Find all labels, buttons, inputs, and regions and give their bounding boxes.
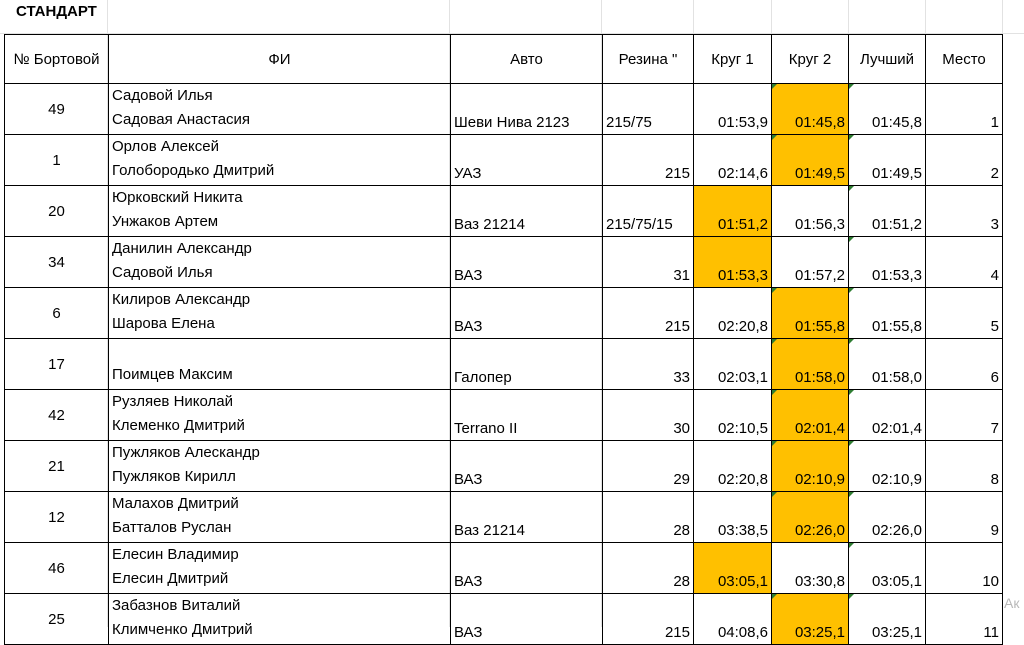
cell-place[interactable]: 6 [926,339,1003,390]
driver-name: Забазнов Виталий [112,597,241,614]
table-row [5,237,1003,288]
header-board[interactable]: № Бортовой [5,35,109,84]
cell-tire[interactable]: 31 [603,237,694,288]
cell-car[interactable]: Галопер [451,339,603,390]
cell-board[interactable]: 34 [5,237,109,288]
driver-name [112,339,447,363]
cell-tire[interactable]: 215/75 [603,84,694,135]
cell-car[interactable]: ВАЗ [451,237,603,288]
cell-tire[interactable]: 28 [603,543,694,594]
header-lap1[interactable]: Круг 1 [694,35,772,84]
driver-name: Малахов Дмитрий [112,495,239,512]
header-place[interactable]: Место [926,35,1003,84]
header-tire[interactable]: Резина " [603,35,694,84]
cell-car[interactable]: ВАЗ [451,543,603,594]
cell-lap1[interactable]: 04:08,6 [694,594,772,645]
header-lap2[interactable]: Круг 2 [772,35,849,84]
codriver-name: Шарова Елена [112,315,215,332]
cell-board[interactable]: 17 [5,339,109,390]
cell-name[interactable] [109,237,451,288]
driver-name: Пужляков Алескандр [112,444,260,461]
cell-board[interactable]: 25 [5,594,109,645]
cell-lap2[interactable]: 01:55,8 [772,288,849,339]
cell-name[interactable] [109,288,451,339]
cell-name[interactable] [109,492,451,543]
codriver-name: Голобородько Дмитрий [112,162,275,179]
cell-name[interactable] [109,390,451,441]
cell-lap1[interactable]: 01:53,3 [694,237,772,288]
cell-name[interactable] [109,543,451,594]
cell-car[interactable]: ВАЗ [451,594,603,645]
driver-name: Рузляев Николай [112,393,233,410]
activation-watermark: Ак [1004,595,1020,611]
cell-best[interactable]: 01:49,5 [849,135,926,186]
cell-lap2[interactable]: 01:49,5 [772,135,849,186]
cell-tire[interactable]: 28 [603,492,694,543]
cell-best[interactable]: 01:53,3 [849,237,926,288]
cell-lap1[interactable]: 02:20,8 [694,288,772,339]
table-row [5,186,1003,237]
cell-best[interactable]: 01:55,8 [849,288,926,339]
cell-lap2[interactable]: 03:25,1 [772,594,849,645]
cell-best[interactable]: 03:25,1 [849,594,926,645]
cell-name[interactable] [109,594,451,645]
cell-board[interactable]: 42 [5,390,109,441]
sheet-title: СТАНДАРТ [16,3,97,20]
table-row [5,288,1003,339]
cell-tire[interactable]: 215 [603,135,694,186]
header-car[interactable]: Авто [451,35,603,84]
table-row [5,543,1003,594]
codriver-name: Пужляков Кирилл [112,468,236,485]
codriver-name: Поимцев Максим [112,366,233,383]
cell-board[interactable]: 21 [5,441,109,492]
cell-board[interactable]: 12 [5,492,109,543]
cell-board[interactable]: 49 [5,84,109,135]
cell-lap2[interactable]: 03:30,8 [772,543,849,594]
cell-best[interactable]: 02:10,9 [849,441,926,492]
header-best[interactable]: Лучший [849,35,926,84]
table-row [5,492,1003,543]
cell-car[interactable]: ВАЗ [451,441,603,492]
cell-best[interactable]: 01:45,8 [849,84,926,135]
driver-name: Данилин Александр [112,240,252,257]
cell-place[interactable]: 11 [926,594,1003,645]
codriver-name: Клеменко Дмитрий [112,417,245,434]
cell-best[interactable]: 01:58,0 [849,339,926,390]
results-table [4,34,1003,645]
table-row [5,84,1003,135]
cell-lap1[interactable]: 03:38,5 [694,492,772,543]
codriver-name: Батталов Руслан [112,519,232,536]
table-row [5,339,1003,390]
table-row [5,135,1003,186]
cell-lap1[interactable]: 02:14,6 [694,135,772,186]
cell-lap1[interactable]: 01:53,9 [694,84,772,135]
cell-best[interactable]: 02:01,4 [849,390,926,441]
driver-name: Юрковский Никита [112,189,243,206]
cell-place[interactable]: 3 [926,186,1003,237]
header-name[interactable]: ФИ [109,35,451,84]
table-row [5,390,1003,441]
cell-lap1[interactable]: 02:10,5 [694,390,772,441]
cell-lap2[interactable]: 02:10,9 [772,441,849,492]
driver-name: Килиров Александр [112,291,251,308]
cell-tire[interactable]: 215 [603,288,694,339]
cell-car[interactable]: Шеви Нива 2123 [451,84,603,135]
cell-lap2[interactable]: 01:57,2 [772,237,849,288]
cell-place[interactable]: 8 [926,441,1003,492]
cell-tire[interactable]: 33 [603,339,694,390]
cell-lap2[interactable]: 02:26,0 [772,492,849,543]
cell-lap1[interactable]: 03:05,1 [694,543,772,594]
cell-board[interactable]: 6 [5,288,109,339]
codriver-name: Садовая Анастасия [112,111,251,128]
driver-name: Елесин Владимир [112,546,239,563]
codriver-name: Садовой Илья [112,264,213,281]
cell-board[interactable]: 46 [5,543,109,594]
cell-lap2[interactable]: 02:01,4 [772,390,849,441]
header-row [5,35,1003,84]
cell-car[interactable]: ВАЗ [451,288,603,339]
cell-board[interactable]: 1 [5,135,109,186]
cell-lap1[interactable]: 01:51,2 [694,186,772,237]
cell-car[interactable]: Ваз 21214 [451,186,603,237]
cell-place[interactable]: 2 [926,135,1003,186]
table-row [5,594,1003,645]
cell-tire[interactable]: 29 [603,441,694,492]
cell-name[interactable] [109,186,451,237]
cell-name[interactable] [109,135,451,186]
cell-car[interactable]: Ваз 21214 [451,492,603,543]
cell-place[interactable]: 4 [926,237,1003,288]
cell-lap2[interactable]: 01:56,3 [772,186,849,237]
cell-tire[interactable]: 30 [603,390,694,441]
cell-tire[interactable]: 215/75/15 [603,186,694,237]
cell-name[interactable] [109,84,451,135]
cell-place[interactable]: 5 [926,288,1003,339]
codriver-name: Унжаков Артем [112,213,219,230]
cell-board[interactable]: 20 [5,186,109,237]
cell-best[interactable]: 01:51,2 [849,186,926,237]
cell-best[interactable]: 02:26,0 [849,492,926,543]
cell-name[interactable] [109,339,451,390]
cell-place[interactable]: 10 [926,543,1003,594]
cell-lap1[interactable]: 02:20,8 [694,441,772,492]
table-row [5,441,1003,492]
cell-place[interactable]: 1 [926,84,1003,135]
cell-place[interactable]: 7 [926,390,1003,441]
driver-name: Орлов Алексей [112,138,219,155]
codriver-name: Елесин Дмитрий [112,570,229,587]
cell-name[interactable] [109,441,451,492]
driver-name: Садовой Илья [112,87,213,104]
cell-lap2[interactable]: 01:45,8 [772,84,849,135]
cell-best[interactable]: 03:05,1 [849,543,926,594]
cell-lap1[interactable]: 02:03,1 [694,339,772,390]
cell-tire[interactable]: 215 [603,594,694,645]
cell-car[interactable]: УАЗ [451,135,603,186]
cell-lap2[interactable]: 01:58,0 [772,339,849,390]
codriver-name: Климченко Дмитрий [112,621,253,638]
cell-place[interactable]: 9 [926,492,1003,543]
cell-car[interactable]: Terrano II [451,390,603,441]
